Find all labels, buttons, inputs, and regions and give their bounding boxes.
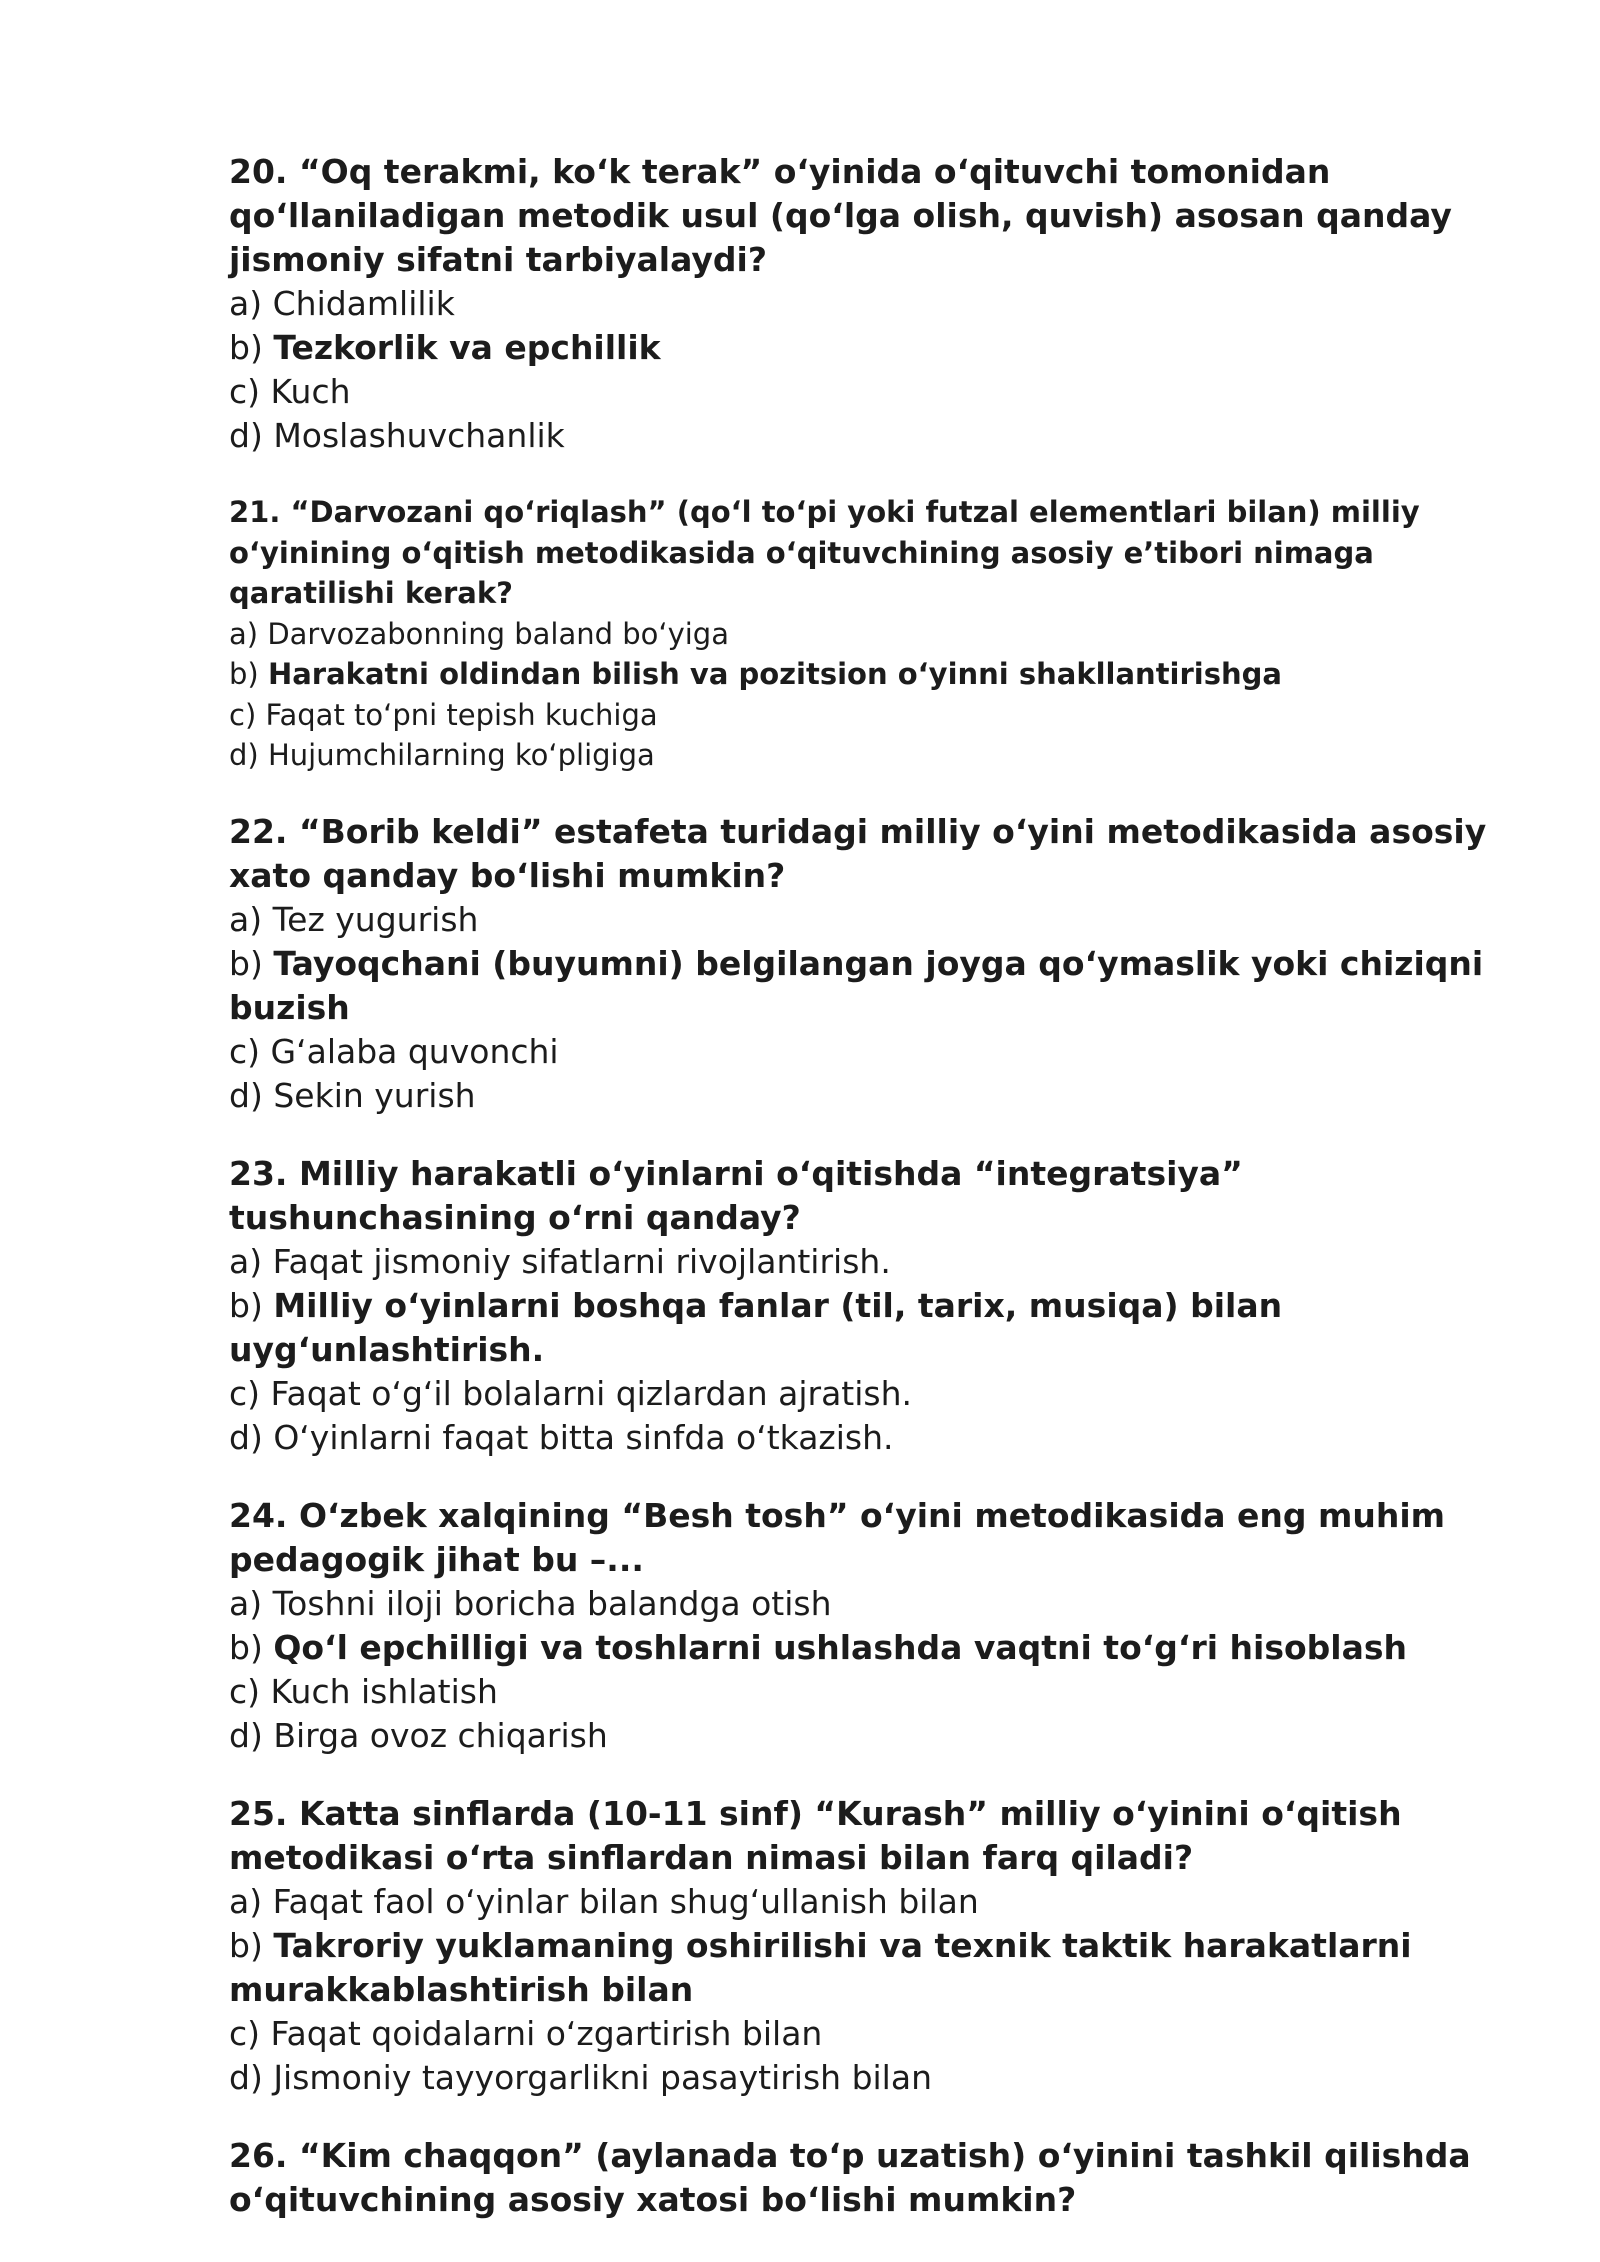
option-letter: c) (229, 697, 257, 732)
document-page (229, 150, 1529, 2222)
option-letter: d) (229, 1417, 263, 1457)
option-text: Faqat faol o‘yinlar bilan shug‘ullanish bilan (272, 1881, 979, 1921)
option-letter: d) (229, 1715, 263, 1755)
option-letter: a) (229, 616, 259, 651)
question-25 (229, 1792, 1529, 2100)
option-text: Tez yugurish (272, 899, 479, 939)
option-text: Faqat qoidalarni o‘zgartirish bilan (270, 2013, 823, 2053)
option-a (229, 898, 1529, 942)
question-24 (229, 1494, 1529, 1758)
option-d (229, 2056, 1529, 2100)
question-text: 21. “Darvozani qo‘riqlash” (qo‘l to‘pi yoki futzal elementlari bilan) milliy o‘yinining o‘qitish metodikasida o‘qituvchining asosiy e’tibori nimaga qaratilishi kerak? (229, 495, 1420, 610)
question-text: 23. Milliy harakatli o‘yinlarni o‘qitishda “integratsiya” tushunchasining o‘rni qanday? (229, 1153, 1243, 1237)
option-letter: b) (229, 328, 263, 367)
option-text: Faqat to‘pni tepish kuchiga (265, 697, 658, 732)
option-text: Qo‘l epchilligi va toshlarni ushlashda vaqtni to‘g‘ri hisoblash (273, 1627, 1407, 1667)
option-a (229, 1880, 1529, 1924)
option-d (229, 1416, 1529, 1460)
option-d (229, 1074, 1529, 1118)
option-letter: d) (229, 416, 263, 455)
question-text: 25. Katta sinflarda (10-11 sinf) “Kurash” milliy o‘yinini o‘qitish metodikasi o‘rta sinflardan nimasi bilan farq qiladi? (229, 1793, 1402, 1877)
option-a (229, 282, 1529, 326)
option-text: Kuch (270, 372, 351, 411)
option-text: Faqat jismoniy sifatlarni rivojlantirish. (272, 1241, 891, 1281)
option-b-correct (229, 654, 1529, 695)
option-letter: a) (229, 1881, 263, 1921)
question-text: 24. O‘zbek xalqining “Besh tosh” o‘yini metodikasida eng muhim pedagogik jihat bu –... (229, 1495, 1446, 1579)
option-b-correct (229, 1924, 1529, 2012)
option-d (229, 735, 1529, 776)
question-22 (229, 810, 1529, 1118)
option-letter: c) (229, 1031, 261, 1071)
option-c (229, 1670, 1529, 1714)
question-text: 22. “Borib keldi” estafeta turidagi milliy o‘yini metodikasida asosiy xato qanday bo‘lishi mumkin? (229, 811, 1487, 895)
option-b-correct (229, 1626, 1529, 1670)
option-letter: d) (229, 1075, 263, 1115)
option-b-correct (229, 1284, 1529, 1372)
option-letter: a) (229, 1583, 263, 1623)
option-letter: c) (229, 372, 261, 411)
option-text: Tezkorlik va epchillik (273, 328, 661, 367)
option-letter: b) (229, 943, 263, 983)
option-letter: b) (229, 1627, 263, 1667)
option-a (229, 1240, 1529, 1284)
option-letter: d) (229, 2057, 263, 2097)
option-text: Jismoniy tayyorgarlikni pasaytirish bilan (273, 2057, 932, 2097)
option-b-correct (229, 326, 1529, 370)
option-text: G‘alaba quvonchi (270, 1031, 559, 1071)
option-letter: d) (229, 738, 259, 772)
option-text: Sekin yurish (273, 1075, 476, 1115)
option-text: Hujumchilarning ko‘pligiga (267, 738, 655, 772)
option-letter: b) (229, 1285, 263, 1325)
option-letter: a) (229, 1241, 263, 1281)
option-text: Faqat o‘g‘il bolalarni qizlardan ajratish. (270, 1373, 913, 1413)
option-letter: a) (229, 284, 263, 323)
option-text: Kuch ishlatish (270, 1671, 498, 1711)
option-b-correct (229, 942, 1529, 1030)
option-a (229, 614, 1529, 655)
option-text: Moslashuvchanlik (273, 416, 565, 455)
option-text: Takroriy yuklamaning oshirilishi va texnik taktik harakatlarni murakkablashtirish bilan (229, 1925, 1412, 2009)
option-letter: b) (229, 1925, 263, 1965)
option-c (229, 1030, 1529, 1074)
question-23 (229, 1152, 1529, 1460)
option-text: Harakatni oldindan bilish va pozitsion o‘yinni shakllantirishga (267, 657, 1282, 691)
option-letter: c) (229, 1373, 261, 1413)
option-letter: c) (229, 1671, 261, 1711)
option-letter: c) (229, 2013, 261, 2053)
option-a (229, 1582, 1529, 1626)
option-text: Darvozabonning baland bo‘yiga (267, 616, 729, 651)
question-26 (229, 2134, 1529, 2222)
question-20 (229, 150, 1529, 458)
question-21 (229, 492, 1529, 776)
option-d (229, 1714, 1529, 1758)
option-c (229, 370, 1529, 414)
option-text: Toshni iloji boricha balandga otish (272, 1583, 832, 1623)
question-text: 20. “Oq terakmi, ko‘k terak” o‘yinida o‘qituvchi tomonidan qo‘llaniladigan metodik usul (qo‘lga olish, quvish) asosan qanday jismoniy sifatni tarbiyalaydi? (229, 152, 1452, 279)
option-text: O‘yinlarni faqat bitta sinfda o‘tkazish. (273, 1417, 894, 1457)
option-letter: b) (229, 657, 259, 691)
option-text: Milliy o‘yinlarni boshqa fanlar (til, tarix, musiqa) bilan uyg‘unlashtirish. (229, 1285, 1283, 1369)
option-letter: a) (229, 899, 263, 939)
option-text: Chidamlilik (272, 284, 455, 323)
question-text: 26. “Kim chaqqon” (aylanada to‘p uzatish) o‘yinini tashkil qilishda o‘qituvchining asosiy xatosi bo‘lishi mumkin? (229, 2135, 1471, 2219)
option-d (229, 414, 1529, 458)
option-c (229, 2012, 1529, 2056)
option-c (229, 1372, 1529, 1416)
option-text: Tayoqchani (buyumni) belgilangan joyga qo‘ymaslik yoki chiziqni buzish (229, 943, 1484, 1027)
option-text: Birga ovoz chiqarish (273, 1715, 608, 1755)
option-c (229, 695, 1529, 736)
